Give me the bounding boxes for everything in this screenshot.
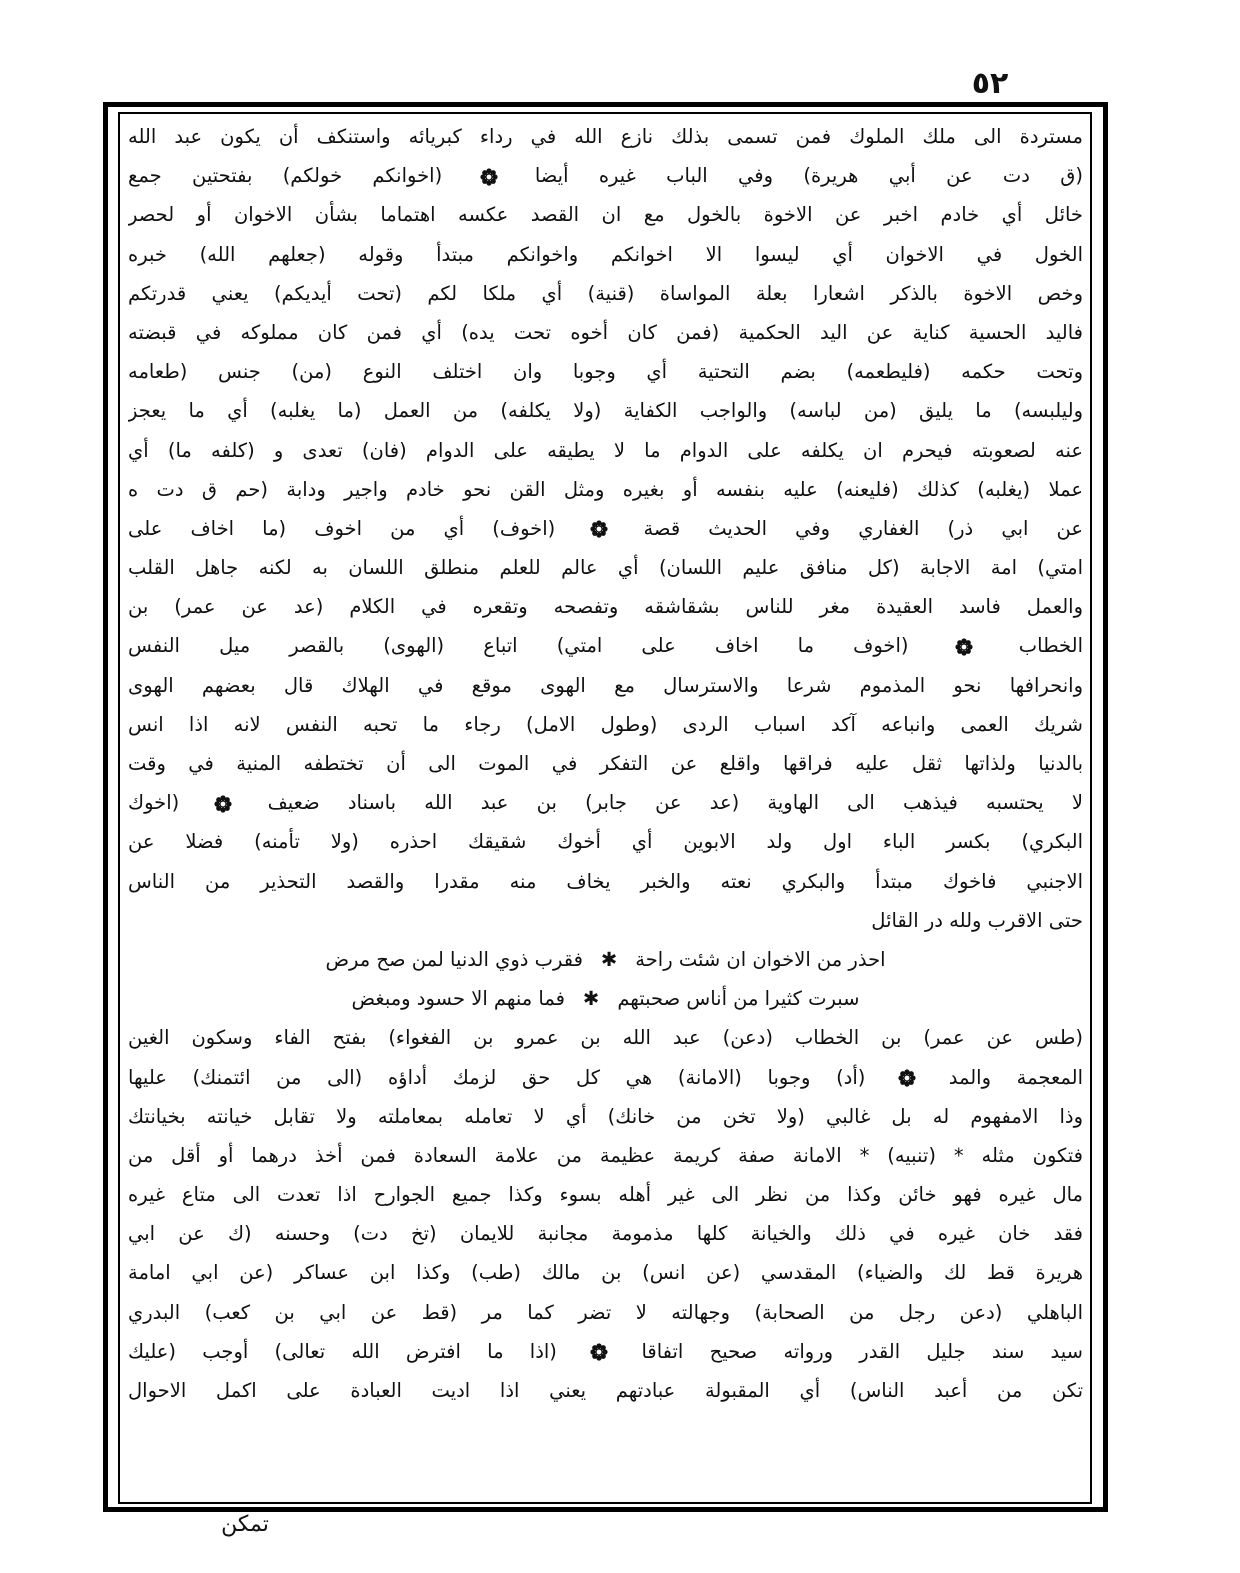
text-line-continuation: (اخوف ما اخاف على امتي) اتباع (الهوى) بالقصر ميل النفس: [128, 634, 909, 658]
text-line: [128, 470, 1083, 509]
text-body: [128, 117, 1083, 1497]
text-line: [128, 509, 1083, 548]
text-line-content: الاجنبي فاخوك مبتدأ والبكري نعته والخبر يخاف منه مقدرا والقصد التحذير من الناس: [128, 869, 1083, 893]
text-line-continuation: (اخوانكم خولكم) بفتحتين جمع: [128, 164, 443, 188]
text-line-content: وخص الاخوة بالذكر اشعارا بعلة المواساة (قنية) أي ملكا لكم (تحت أيديكم) يعني قدرتكم: [128, 281, 1083, 305]
text-line-content: فتكون مثله * (تنبيه) * الامانة صفة كريمة عظيمة من علامة السعادة فمن أخذ درهما أو أقل من: [128, 1143, 1083, 1167]
text-line: [128, 548, 1083, 587]
rosette-icon: [897, 1068, 917, 1088]
rosette-icon: [589, 1342, 609, 1362]
verse-line: [128, 940, 1083, 979]
text-line-content: عملا (يغلبه) كذلك (فليعنه) عليه بنفسه أو بغيره ومثل القن نحو خادم واجير ودابة (حم ق دت ه: [128, 477, 1083, 501]
text-line: [128, 352, 1083, 391]
text-line-content: وانحرافها نحو المذموم شرعا والاسترسال مع الهوى موقع في الهلاك قال بعضهم الهوى: [128, 673, 1083, 697]
text-line: [128, 705, 1083, 744]
text-line-content: الخطاب: [1018, 634, 1083, 658]
text-line: [128, 1293, 1083, 1332]
text-line-content: وليلبسه) ما يليق (من لباسه) والواجب الكفاية (ولا يكلفه) من العمل (ما يغلبه) أي ما يعجز: [128, 399, 1083, 423]
text-line-content: بالدنيا ولذاتها ثقل عليه فراقها واقلع عن التفكر في الموت الى أن تختطفه المنية في وقت: [128, 752, 1083, 775]
text-line-content: الباهلي (دعن رجل من الصحابة) وجهالته لا تضر كما مر (قط عن ابي بن كعب) البدري: [128, 1300, 1083, 1324]
text-line-content: خائل أي خادم اخبر عن الاخوة بالخول مع ان القصد عكسه اهتماما بشأن الاخوان أو لحصر: [128, 203, 1083, 227]
verse-hemistich-right: سبرت كثيرا من أناس صحبتهم: [617, 987, 860, 1011]
text-line: [128, 587, 1083, 626]
text-line: [128, 235, 1083, 274]
text-line-content: فقد خان غيره في ذلك والخيانة كلها مذمومة مجانبة للايمان (تخ دت) وحسنه (ك عن ابي: [128, 1222, 1083, 1246]
text-line-continuation: (اخوك: [128, 791, 180, 815]
text-line: [128, 1136, 1083, 1175]
text-line: [128, 1175, 1083, 1214]
text-line: [128, 822, 1083, 861]
text-line: [128, 156, 1083, 195]
text-line-content: تكن من أعبد الناس) أي المقبولة عبادتهم يعني اذا اديت العبادة على اكمل الاحوال: [128, 1379, 1083, 1402]
verse-separator-icon: ✱: [600, 947, 618, 971]
page-number: ٥٢: [971, 66, 1009, 101]
text-line: [128, 666, 1083, 705]
text-line-continuation: (اذا ما افترض الله تعالى) أوجب (عليك: [128, 1339, 557, 1363]
text-line: [128, 1214, 1083, 1253]
text-line: [128, 391, 1083, 430]
text-line-content: امتي) امة الاجابة (كل منافق عليم اللسان) أي عالم للعلم منطلق اللسان به لكنه جاهل القلب: [128, 556, 1083, 580]
text-line: [128, 1332, 1083, 1371]
text-line-content: مستردة الى ملك الملوك فمن تسمى بذلك نازع الله في رداء كبريائه واستنكف أن يكون عبد الله: [128, 125, 1083, 148]
text-line-content: فاليد الحسية كناية عن اليد الحكمية (فمن كان أخوه تحت يده) أي فمن كان مملوكه في قبضته: [128, 320, 1083, 344]
text-line-content: وذا الامفهوم له بل غالبي (ولا تخن من خانك) أي لا تعامله بمعاملته ولا تقابل خيانته بخيانتك: [128, 1104, 1083, 1128]
rosette-icon: [479, 167, 499, 187]
text-line-content: سيد سند جليل القدر ورواته صحيح اتفاقا: [641, 1339, 1083, 1363]
text-line-content: عن ابي ذر) الغفاري وفي الحديث قصة: [643, 516, 1083, 540]
text-line-content: حتى الاقرب ولله در القائل: [871, 908, 1083, 932]
verse-hemistich-right: احذر من الاخوان ان شئت راحة: [635, 947, 886, 971]
verse-hemistich-left: فما منهم الا حسود ومبغض: [351, 987, 565, 1011]
text-line-content: (طس عن عمر) بن الخطاب (دعن) عبد الله بن عمرو بن الفغواء) بفتح الفاء وسكون الغين: [128, 1026, 1083, 1050]
text-line-content: مال غيره فهو خائن وكذا من نظر الى غير أهله بسوء وكذا جميع الجوارح اذا تعدت الى متاع غيره: [128, 1183, 1083, 1207]
text-line: [128, 195, 1083, 234]
text-line: [128, 783, 1083, 822]
text-line: [128, 1018, 1083, 1057]
rosette-icon: [213, 794, 233, 814]
rosette-icon: [954, 637, 974, 657]
verse-hemistich-left: فقرب ذوي الدنيا لمن صح مرض: [325, 947, 583, 971]
text-line: [128, 744, 1083, 783]
text-line: [128, 862, 1083, 901]
rosette-icon: [589, 519, 609, 539]
text-line: [128, 1058, 1083, 1097]
text-line-content: عنه لصعوبته فيحرم ان يكلفه على الدوام ما لا يطيقه على الدوام (فان) تعدى و (كلفه ما) أي: [128, 438, 1083, 462]
text-line-content: وتحت حكمه (فليطعمه) بضم التحتية أي وجوبا وان اختلف النوع (من) جنس (طعامه: [128, 360, 1083, 384]
text-line-content: البكري) بكسر الباء اول ولد الابوين أي أخوك شقيقك احذره (ولا تأمنه) فضلا عن: [128, 830, 1083, 854]
text-line-content: لا يحتسبه فيذهب الى الهاوية (عد عن جابر) بن عبد الله باسناد ضعيف: [267, 791, 1083, 815]
verse-separator-icon: ✱: [582, 987, 600, 1011]
text-line-continuation: (أد) وجوبا (الامانة) هي كل حق لزمك أداؤه (الى من ائتمنك) عليها: [128, 1065, 866, 1089]
text-line-content: شريك العمى وانباعه آكد اسباب الردى (وطول الامل) رجاء ما تحبه النفس لانه اذا انس: [128, 712, 1083, 736]
text-line: [128, 431, 1083, 470]
text-line: [128, 901, 1083, 940]
text-line: [128, 274, 1083, 313]
text-line-content: المعجمة والمد: [948, 1065, 1083, 1089]
verse-line: [128, 979, 1083, 1018]
catchword: تمكن: [221, 1512, 269, 1537]
text-line-continuation: (اخوف) أي من اخوف (ما اخاف على: [128, 516, 556, 540]
text-line-content: الخول في الاخوان أي ليسوا الا اخوانكم واخوانكم مبتدأ وقوله (جعلهم الله) خبره: [128, 242, 1083, 266]
text-line: [128, 313, 1083, 352]
text-line: [128, 117, 1083, 156]
text-line: [128, 1097, 1083, 1136]
text-line-content: هريرة قط لك والضياء) المقدسي (عن انس) بن مالك (طب) وكذا ابن عساكر (عن ابي امامة: [128, 1261, 1083, 1285]
text-line-content: (ق دت عن أبي هريرة) وفي الباب غيره أيضا: [534, 164, 1083, 188]
text-line: [128, 626, 1083, 665]
text-line-content: والعمل فاسد العقيدة مغر للناس بشقاشقه وتفصحه وتقعره في الكلام (عد عن عمر) بن: [128, 595, 1083, 619]
text-line: [128, 1253, 1083, 1292]
text-line: [128, 1371, 1083, 1410]
